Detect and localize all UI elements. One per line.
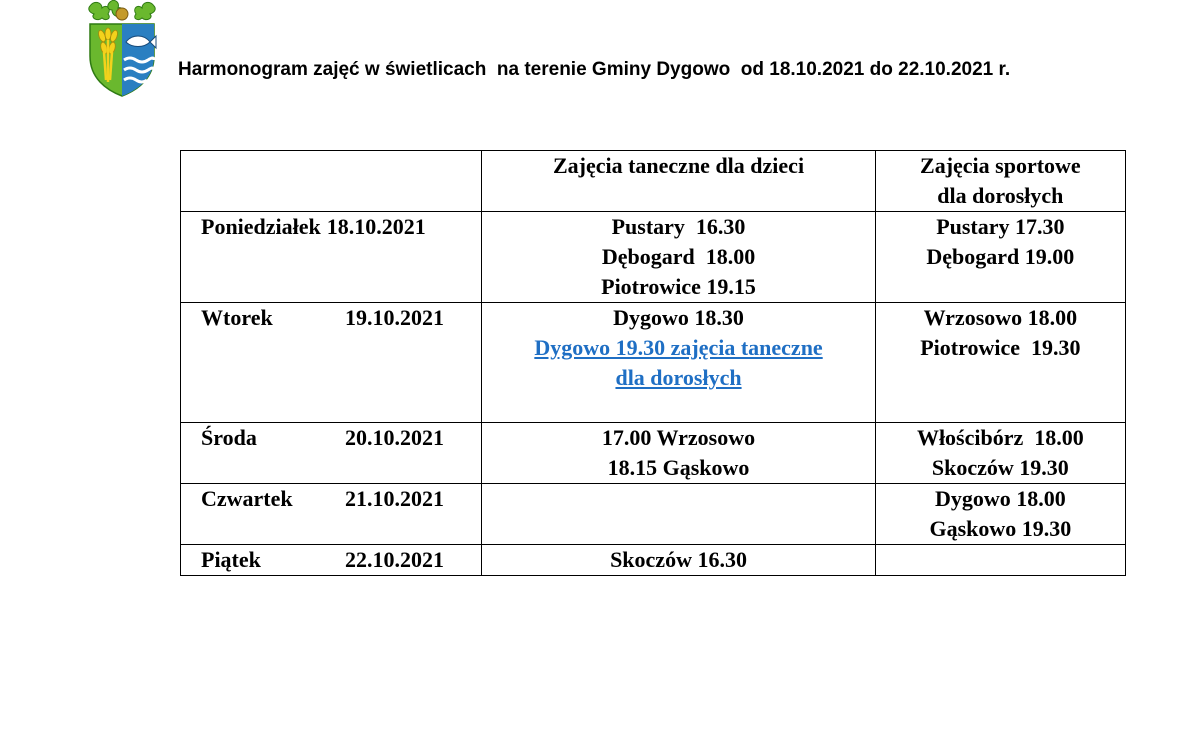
dance-cell: [482, 484, 875, 545]
dance-link-line2: dla dorosłych: [615, 365, 742, 390]
dance-entry: 18.15 Gąskowo: [607, 455, 750, 480]
sport-entry: Skoczów 19.30: [931, 455, 1069, 480]
header-sport-label-line2: dla dorosłych: [937, 183, 1064, 208]
dance-entry: Skoczów 16.30: [610, 547, 747, 572]
sport-cell: [875, 423, 1125, 484]
sport-cell: [875, 303, 1125, 423]
sport-entry: Wrzosowo 18.00: [923, 305, 1078, 330]
dance-adults-link[interactable]: [482, 333, 874, 393]
sport-cell: [875, 484, 1125, 545]
dance-cell: [482, 212, 875, 303]
day-cell: [181, 303, 482, 423]
sport-entry: Gąskowo 19.30: [929, 516, 1072, 541]
dance-cell: [482, 303, 875, 423]
table-row: [181, 423, 1126, 484]
day-name: Czwartek: [201, 486, 293, 511]
header-dance-cell: [482, 151, 875, 212]
day-name: Piątek: [201, 547, 261, 572]
sport-entry: Dębogard 19.00: [926, 244, 1075, 269]
table-row: [181, 212, 1126, 303]
sport-entry: Dygowo 18.00: [934, 486, 1066, 511]
sport-entry: Pustary 17.30: [936, 214, 1065, 239]
sport-cell: [875, 212, 1125, 303]
day-cell: [181, 484, 482, 545]
table-row: [181, 545, 1126, 576]
day-date: 20.10.2021: [345, 425, 444, 450]
dance-entry: Piotrowice 19.15: [601, 274, 756, 299]
table-header-row: [181, 151, 1126, 212]
day-cell: [181, 423, 482, 484]
header-sport-cell: [875, 151, 1125, 212]
schedule-table: [180, 150, 1126, 576]
sport-entry: Włościbórz 18.00: [916, 425, 1084, 450]
day-name: Środa: [201, 425, 257, 450]
header-sport-label-line1: Zajęcia sportowe: [920, 153, 1081, 178]
day-date: 18.10.2021: [326, 214, 426, 239]
dance-cell: [482, 423, 875, 484]
dance-entry: Pustary 16.30: [611, 214, 746, 239]
day-date: 21.10.2021: [345, 486, 444, 511]
day-cell: [181, 545, 482, 576]
coat-of-arms-logo: [84, 0, 160, 97]
header-day-cell: [181, 151, 482, 212]
dance-entry: Dygowo 18.30: [613, 305, 744, 330]
page-title: Harmonogram zajęć w świetlicach na terenie Gminy Dygowo od 18.10.2021 do 22.10.2021 r.: [178, 59, 1011, 80]
table-row: [181, 484, 1126, 545]
dance-entry: 17.00 Wrzosowo: [601, 425, 756, 450]
dance-entry: Dębogard 18.00: [601, 244, 756, 269]
dance-link-line1: Dygowo 19.30 zajęcia taneczne: [534, 335, 823, 360]
sport-cell: [875, 545, 1125, 576]
day-date: 19.10.2021: [345, 305, 444, 330]
day-cell: [181, 212, 482, 303]
header-dance-label: Zajęcia taneczne dla dzieci: [552, 153, 805, 178]
day-name: Poniedziałek: [201, 214, 321, 239]
day-name: Wtorek: [201, 305, 273, 330]
table-row: [181, 303, 1126, 423]
sport-entry: Piotrowice 19.30: [920, 335, 1081, 360]
day-date: 22.10.2021: [345, 547, 444, 572]
dance-cell: [482, 545, 875, 576]
